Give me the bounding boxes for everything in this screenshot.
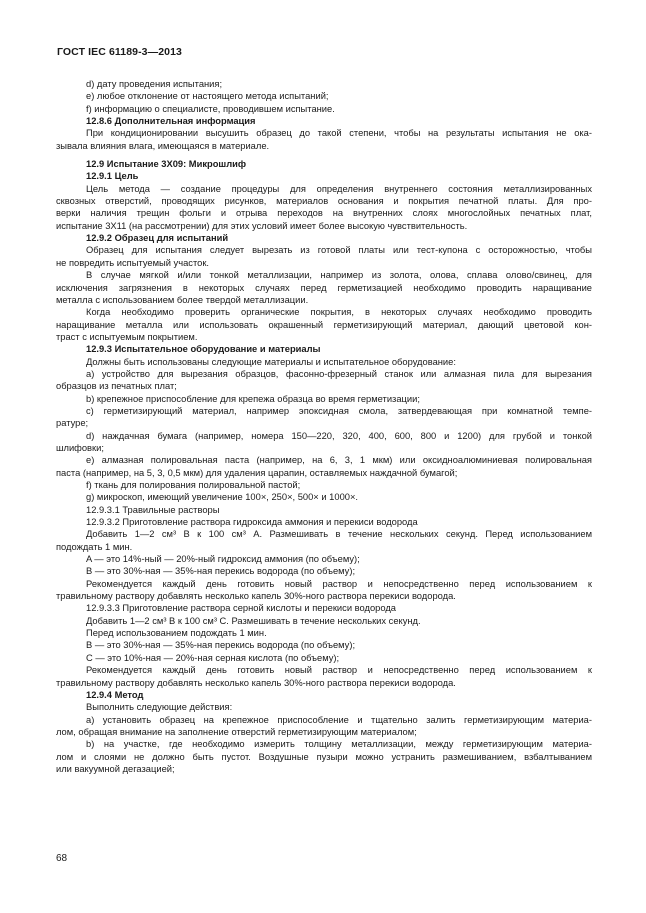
section-heading-12-8-6: 12.8.6 Дополнительная информация bbox=[86, 116, 256, 127]
list-item-e: e) алмазная полировальная паста (например, на 6, 3, 1 мкм) или оксидноалюминиевая полировальная bbox=[86, 455, 592, 466]
list-item-e: e) любое отклонение от настоящего метода испытаний; bbox=[86, 91, 329, 102]
page-number: 68 bbox=[56, 853, 68, 864]
paragraph-line: не повредить испытуемый участок. bbox=[56, 257, 210, 268]
paragraph-line: сквозных отверстий, проводящих рисунков, материалов основания и покрытия печатной платы. Для про- bbox=[56, 196, 592, 207]
list-item-a: a) устройство для вырезания образцов, фасонно-фрезерный станок или алмазная пила для вырезания bbox=[86, 368, 592, 379]
paragraph-line: подождать 1 мин. bbox=[56, 541, 133, 552]
paragraph-line: Рекомендуется каждый день готовить новый раствор и непосредственно перед использованием к bbox=[86, 578, 592, 589]
list-item-c: c) герметизирующий материал, например эпоксидная смола, затвердевающая при комнатной темпе- bbox=[86, 405, 592, 416]
list-item-g: g) микроскоп, имеющий увеличение 100×, 250×, 500× и 1000×. bbox=[86, 492, 359, 503]
paragraph-line: наращивание металла или использовать окрашенный герметизирующий материал, дающий цветовой кон- bbox=[56, 319, 592, 330]
list-item-f: f) информацию о специалисте, проводившем испытание. bbox=[86, 103, 335, 114]
paragraph-line: ратуре; bbox=[56, 418, 89, 429]
paragraph-line: металла с использованием более твердой металлизации. bbox=[56, 294, 309, 305]
paragraph-line: испытание 3X11 (на рассмотрении) для этих условий имеет более высокую чувствительность. bbox=[56, 220, 468, 231]
definition-line: B — это 30%-ная — 35%-ная перекись водорода (по объему); bbox=[86, 566, 356, 577]
paragraph-line: В случае мягкой и/или тонкой металлизации, например из золота, олова, сплава олово/свинец, для bbox=[86, 270, 592, 281]
list-item-a: a) установить образец на крепежное приспособление и тщательно залить герметизирующим материа- bbox=[86, 714, 592, 725]
paragraph-line: верки наличия трещин фольги и отрыва переходов на внутренних слоях многослойных печатных плат, bbox=[56, 208, 592, 219]
paragraph-line: или вакуумной дегазацией; bbox=[56, 763, 175, 774]
paragraph-line: Должны быть использованы следующие материалы и испытательное оборудование: bbox=[86, 356, 456, 367]
paragraph-line: травильному раствору добавлять несколько капель 30%-ного раствора перекиси водорода. bbox=[56, 591, 456, 602]
subsection-heading-12-9-3-3: 12.9.3.3 Приготовление раствора серной кислоты и перекиси водорода bbox=[86, 603, 396, 614]
subsection-heading-12-9-3-2: 12.9.3.2 Приготовление раствора гидроксида аммония и перекиси водорода bbox=[86, 517, 418, 528]
paragraph-line: Добавить 1—2 см³ В к 100 см³ С. Размешивать в течение нескольких секунд. bbox=[86, 615, 421, 626]
paragraph-line: Образец для испытания следует вырезать из готовой платы или тест-купона с осторожностью, чтобы bbox=[86, 245, 592, 256]
paragraph-line: траст с испытуемым покрытием. bbox=[56, 331, 198, 342]
paragraph-line: паста (например, на 5, 3, 0,5 мкм) для удаления царапин, оставляемых наждачной бумагой; bbox=[56, 467, 458, 478]
document-body bbox=[56, 78, 592, 775]
paragraph-line: При кондиционировании высушить образец до такой степени, чтобы на результаты испытания не ока- bbox=[86, 128, 592, 139]
paragraph-line: Выполнить следующие действия: bbox=[86, 702, 233, 713]
subsection-heading-12-9-3-1: 12.9.3.1 Травильные растворы bbox=[86, 504, 220, 515]
paragraph-line: Рекомендуется каждый день готовить новый раствор и непосредственно перед использованием к bbox=[86, 665, 592, 676]
list-item-b: b) крепежное приспособление для крепежа образца во время герметизации; bbox=[86, 393, 420, 404]
paragraph-line: зывала влияния влага, имеющаяся в материале. bbox=[56, 140, 270, 151]
section-heading-12-9-1: 12.9.1 Цель bbox=[86, 171, 139, 182]
section-heading-12-9-4: 12.9.4 Метод bbox=[86, 689, 144, 700]
list-item-d: d) дату проведения испытания; bbox=[86, 79, 223, 89]
paragraph-line: шлифовки; bbox=[56, 442, 104, 453]
paragraph-line: лом и слоями не должно быть пустот. Воздушные пузыри можно устранить размешиванием, взбалтыванием bbox=[56, 751, 592, 762]
paragraph-line: исключения загрязнения в некоторых случаях перед герметизацией необходимо проводить наращивание bbox=[56, 282, 592, 293]
paragraph-line: образцов из печатных плат; bbox=[56, 381, 177, 392]
definition-line: C — это 10%-ная — 20%-ная серная кислота (по объему); bbox=[86, 652, 340, 663]
section-heading-12-9-2: 12.9.2 Образец для испытаний bbox=[86, 233, 229, 244]
paragraph-line: Добавить 1—2 см³ В к 100 см³ А. Размешивать в течение нескольких секунд. Перед использованием bbox=[86, 529, 592, 540]
paragraph-line: лом, обращая внимание на заполнение отверстий герметизирующим материалом; bbox=[56, 726, 417, 737]
section-heading-12-9-3: 12.9.3 Испытательное оборудование и материалы bbox=[86, 344, 321, 355]
paragraph-line: Цель метода — создание процедуры для определения внутреннего состояния металлизированных bbox=[86, 183, 592, 194]
list-item-d: d) наждачная бумага (например, номера 150—220, 320, 400, 600, 800 и 1200) для грубой и тонкой bbox=[86, 430, 592, 441]
document-header: ГОСТ IEC 61189-3—2013 bbox=[57, 46, 182, 58]
list-item-b: b) на участке, где необходимо измерить толщину металлизации, между герметизирующим материа- bbox=[86, 739, 592, 750]
paragraph-line: травильному раствору добавлять несколько капель 30%-ного раствора перекиси водорода. bbox=[56, 677, 456, 688]
list-item-f: f) ткань для полирования полировальной пастой; bbox=[86, 480, 301, 490]
definition-line: A — это 14%-ный — 20%-ный гидроксид аммония (по объему); bbox=[86, 554, 360, 565]
paragraph-line: Когда необходимо проверить органические покрытия, в некоторых случаях необходимо проводить bbox=[86, 307, 592, 318]
section-heading-12-9: 12.9 Испытание 3X09: Микрошлиф bbox=[86, 159, 247, 170]
paragraph-line: Перед использованием подождать 1 мин. bbox=[86, 628, 267, 639]
definition-line: B — это 30%-ная — 35%-ная перекись водорода (по объему); bbox=[86, 640, 356, 651]
